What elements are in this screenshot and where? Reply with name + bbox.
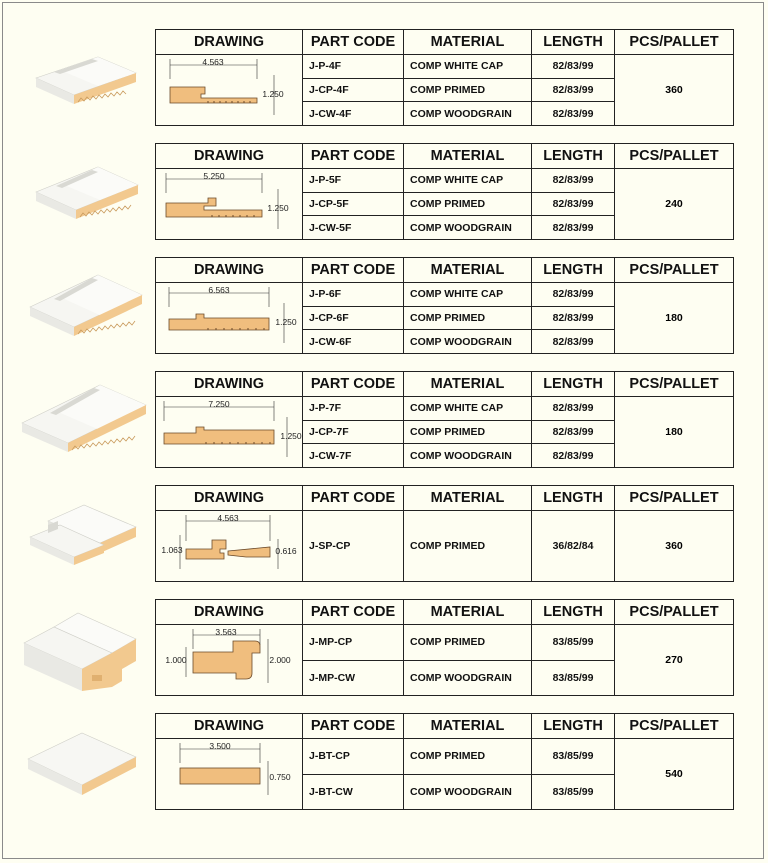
header-length: LENGTH xyxy=(532,714,615,739)
length: 82/83/99 xyxy=(532,192,615,216)
product-photo-sp xyxy=(18,485,148,580)
material: COMP WOODGRAIN xyxy=(404,330,532,354)
pcs-per-pallet: 270 xyxy=(615,625,734,696)
part-code: J-CW-6F xyxy=(303,330,404,354)
product-group-7f xyxy=(0,371,768,466)
left-dimension: 1.063 xyxy=(161,545,183,555)
header-pcs-pallet: PCS/PALLET xyxy=(615,30,734,55)
part-code: J-MP-CW xyxy=(303,660,404,696)
length: 82/83/99 xyxy=(532,102,615,126)
part-code: J-P-5F xyxy=(303,169,404,193)
product-group-sp xyxy=(0,485,768,580)
header-part-code: PART CODE xyxy=(303,30,404,55)
header-drawing: DRAWING xyxy=(156,714,303,739)
width-dimension: 5.250 xyxy=(203,171,225,181)
material: COMP PRIMED xyxy=(404,306,532,330)
material: COMP PRIMED xyxy=(404,420,532,444)
material: COMP WOODGRAIN xyxy=(404,102,532,126)
length: 82/83/99 xyxy=(532,397,615,421)
profile-drawing-bt xyxy=(156,739,303,810)
header-pcs-pallet: PCS/PALLET xyxy=(615,600,734,625)
width-dimension: 7.250 xyxy=(208,399,230,409)
material: COMP PRIMED xyxy=(404,511,532,582)
product-photo-5f xyxy=(18,143,148,238)
length: 83/85/99 xyxy=(532,774,615,810)
profile-drawing-6f xyxy=(156,283,303,354)
material: COMP WHITE CAP xyxy=(404,55,532,79)
product-group-4f xyxy=(0,29,768,124)
material: COMP WOODGRAIN xyxy=(404,660,532,696)
pcs-per-pallet: 180 xyxy=(615,397,734,468)
material: COMP WOODGRAIN xyxy=(404,774,532,810)
header-part-code: PART CODE xyxy=(303,144,404,169)
header-part-code: PART CODE xyxy=(303,372,404,397)
header-material: MATERIAL xyxy=(404,372,532,397)
header-length: LENGTH xyxy=(532,144,615,169)
length: 83/85/99 xyxy=(532,660,615,696)
material: COMP WOODGRAIN xyxy=(404,444,532,468)
product-photo-mp xyxy=(18,599,148,694)
part-code: J-P-4F xyxy=(303,55,404,79)
pcs-per-pallet: 180 xyxy=(615,283,734,354)
part-code: J-P-7F xyxy=(303,397,404,421)
spec-table-mp xyxy=(155,599,734,696)
part-code: J-SP-CP xyxy=(303,511,404,582)
part-code: J-MP-CP xyxy=(303,625,404,661)
length: 82/83/99 xyxy=(532,283,615,307)
width-dimension: 3.563 xyxy=(215,627,237,637)
height-dimension: 1.250 xyxy=(280,431,302,441)
length: 82/83/99 xyxy=(532,55,615,79)
left-dimension: 1.000 xyxy=(165,655,187,665)
width-dimension: 6.563 xyxy=(208,285,230,295)
height-dimension: 1.250 xyxy=(275,317,297,327)
header-length: LENGTH xyxy=(532,372,615,397)
header-part-code: PART CODE xyxy=(303,486,404,511)
length: 82/83/99 xyxy=(532,216,615,240)
product-photo-7f xyxy=(18,371,148,466)
header-part-code: PART CODE xyxy=(303,714,404,739)
height-dimension: 0.750 xyxy=(269,772,291,782)
header-length: LENGTH xyxy=(532,600,615,625)
header-length: LENGTH xyxy=(532,30,615,55)
profile-drawing-5f xyxy=(156,169,303,240)
profile-drawing-sp xyxy=(156,511,303,582)
part-code: J-P-6F xyxy=(303,283,404,307)
header-pcs-pallet: PCS/PALLET xyxy=(615,372,734,397)
product-photo-6f xyxy=(18,257,148,352)
length: 82/83/99 xyxy=(532,78,615,102)
pcs-per-pallet: 540 xyxy=(615,739,734,810)
product-group-mp xyxy=(0,599,768,694)
product-photo-4f xyxy=(18,29,148,124)
length: 82/83/99 xyxy=(532,420,615,444)
spec-table-7f xyxy=(155,371,734,468)
part-code: J-CP-6F xyxy=(303,306,404,330)
header-drawing: DRAWING xyxy=(156,372,303,397)
width-dimension: 4.563 xyxy=(202,57,224,67)
pcs-per-pallet: 240 xyxy=(615,169,734,240)
profile-drawing-mp xyxy=(156,625,303,696)
height-dimension: 2.000 xyxy=(269,655,291,665)
header-drawing: DRAWING xyxy=(156,486,303,511)
header-pcs-pallet: PCS/PALLET xyxy=(615,258,734,283)
part-code: J-CP-5F xyxy=(303,192,404,216)
width-dimension: 3.500 xyxy=(209,741,231,751)
length: 82/83/99 xyxy=(532,330,615,354)
header-material: MATERIAL xyxy=(404,600,532,625)
product-group-5f xyxy=(0,143,768,238)
header-drawing: DRAWING xyxy=(156,258,303,283)
header-material: MATERIAL xyxy=(404,144,532,169)
spec-table-sp xyxy=(155,485,734,582)
part-code: J-CW-5F xyxy=(303,216,404,240)
spec-table-bt xyxy=(155,713,734,810)
part-code: J-BT-CP xyxy=(303,739,404,775)
pcs-per-pallet: 360 xyxy=(615,511,734,582)
header-drawing: DRAWING xyxy=(156,600,303,625)
spec-table-4f xyxy=(155,29,734,126)
height-dimension: 1.250 xyxy=(262,89,284,99)
product-group-bt xyxy=(0,713,768,808)
material: COMP PRIMED xyxy=(404,625,532,661)
length: 83/85/99 xyxy=(532,625,615,661)
width-dimension: 4.563 xyxy=(217,513,239,523)
height-dimension: 0.616 xyxy=(275,546,297,556)
part-code: J-BT-CW xyxy=(303,774,404,810)
header-pcs-pallet: PCS/PALLET xyxy=(615,486,734,511)
header-length: LENGTH xyxy=(532,258,615,283)
length: 36/82/84 xyxy=(532,511,615,582)
length: 83/85/99 xyxy=(532,739,615,775)
header-drawing: DRAWING xyxy=(156,30,303,55)
header-material: MATERIAL xyxy=(404,30,532,55)
material: COMP WOODGRAIN xyxy=(404,216,532,240)
part-code: J-CP-4F xyxy=(303,78,404,102)
length: 82/83/99 xyxy=(532,169,615,193)
part-code: J-CW-7F xyxy=(303,444,404,468)
material: COMP WHITE CAP xyxy=(404,283,532,307)
product-photo-bt xyxy=(18,713,148,808)
profile-drawing-7f xyxy=(156,397,303,468)
part-code: J-CP-7F xyxy=(303,420,404,444)
pcs-per-pallet: 360 xyxy=(615,55,734,126)
part-code: J-CW-4F xyxy=(303,102,404,126)
length: 82/83/99 xyxy=(532,306,615,330)
header-pcs-pallet: PCS/PALLET xyxy=(615,144,734,169)
profile-drawing-4f xyxy=(156,55,303,126)
header-pcs-pallet: PCS/PALLET xyxy=(615,714,734,739)
header-drawing: DRAWING xyxy=(156,144,303,169)
product-group-6f xyxy=(0,257,768,352)
header-part-code: PART CODE xyxy=(303,258,404,283)
material: COMP WHITE CAP xyxy=(404,397,532,421)
header-material: MATERIAL xyxy=(404,486,532,511)
material: COMP PRIMED xyxy=(404,78,532,102)
material: COMP WHITE CAP xyxy=(404,169,532,193)
material: COMP PRIMED xyxy=(404,739,532,775)
length: 82/83/99 xyxy=(532,444,615,468)
spec-table-6f xyxy=(155,257,734,354)
header-material: MATERIAL xyxy=(404,714,532,739)
material: COMP PRIMED xyxy=(404,192,532,216)
header-material: MATERIAL xyxy=(404,258,532,283)
header-part-code: PART CODE xyxy=(303,600,404,625)
header-length: LENGTH xyxy=(532,486,615,511)
spec-table-5f xyxy=(155,143,734,240)
height-dimension: 1.250 xyxy=(267,203,289,213)
